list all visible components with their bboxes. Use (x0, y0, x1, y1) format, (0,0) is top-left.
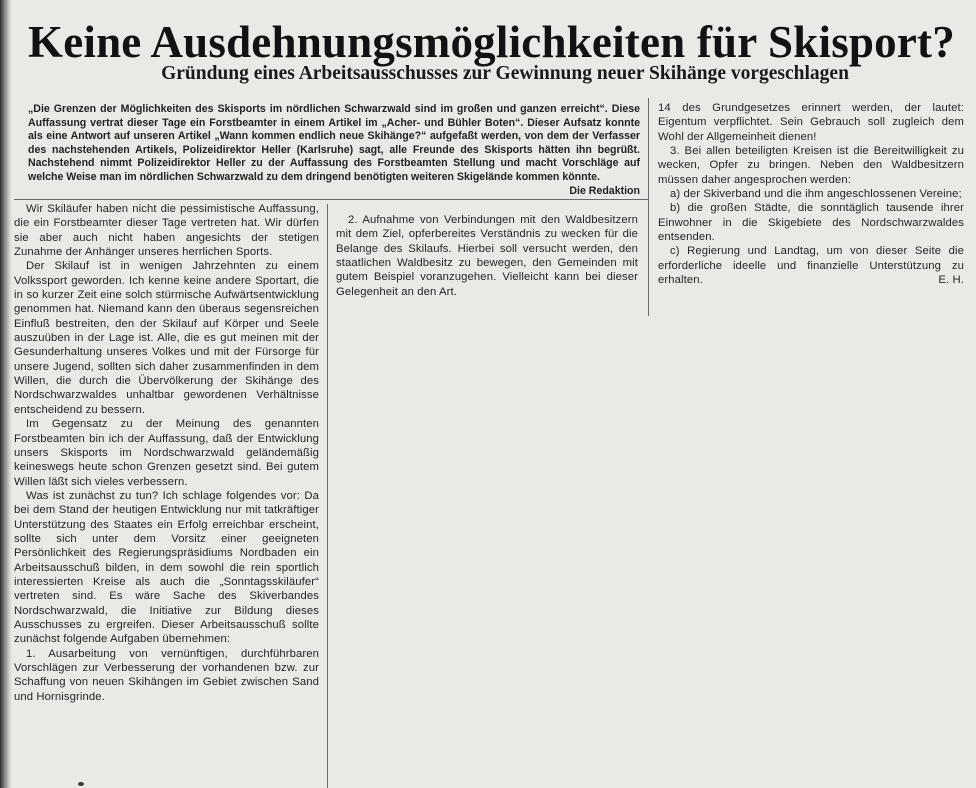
article-column-2 (336, 213, 638, 299)
intro-bottom-rule (14, 199, 648, 200)
intro-text: „Die Grenzen der Möglichkeiten des Skisports im nördlichen Schwarzwald sind im großen und ganzen erreicht“. Diese Auffassung vertrat dieser Tage ein Forstbeamter in einem Artikel im „Acher- und Bühler Boten“. Dieser Aufsatz konnte als eine Antwort auf unseren Artikel „Wann kommen endlich neue Skihänge?“ aufgefaßt werden, von dem der Verfasser des nachstehenden Artikels, Polizeidirektor Heller (Karlsruhe) sagt, alle Freunde des Skisports hätten ihn begrüßt. Nachstehend nimmt Polizeidirektor Heller zu der Auffassung des Forstbeamten Stellung und macht Vorschläge auf welche Weise man im nördlichen Schwarzwald zu dem dringend benötigten weiteren Skigelände kommen könnte. (28, 103, 640, 183)
column-rule-left (327, 204, 328, 788)
list-item-text: c) Regierung und Landtag, um von dieser Seite die erforderliche ideelle und finanzielle Unterstützung zu erhalten. (658, 245, 964, 287)
article-column-1 (14, 202, 319, 704)
article-list-item: 2. Aufnahme von Verbindungen mit den Waldbesitzern mit dem Ziel, opferbereites Verständnis zu wecken für die Belange des Skilaufs. Hierbei soll versucht werden, den staatlichen Waldbesitz zu bewegen, den Gemeinden mit gutem Beispiel voranzugehen. Vielleicht kann bei dieser Gelegenheit an den Art. (336, 214, 638, 298)
article-column-3 (658, 101, 964, 287)
scan-edge-shadow (0, 0, 12, 788)
intro-signature: Die Redaktion (569, 184, 640, 197)
article-list-item: a) der Skiverband und die ihm angeschlossenen Vereine; (670, 188, 962, 201)
headline: Keine Ausdehnungsmöglichkeiten für Skisport? (28, 17, 955, 67)
article-paragraph: Was ist zunächst zu tun? Ich schlage folgendes vor: Da bei dem Stand der heutigen Entwicklung nur mit tatkräftiger Unterstützung des Staates ein Erfolg erreichbar erscheint, sollte sich unter dem Vorsitz einer geeigneten Persönlichkeit des Regierungspräsidiums Nordbaden ein Arbeitsausschuß bilden, in dem sowohl die rein sportlich interessierten Kreise als auch die „Sonntagsskiläufer“ vertreten sind. Es wäre Sache des Skiverbandes Nordschwarzwald, die Initiative zur Bildung dieses Ausschusses zu ergreifen. Dieser Arbeitsausschuß sollte zunächst folgende Aufgaben übernehmen: (14, 489, 319, 646)
ink-speck (78, 782, 84, 786)
article-list-item (658, 244, 964, 287)
article-signature: E. H. (938, 274, 964, 287)
article-list-item: 3. Bei allen beteiligten Kreisen ist die Bereitwilligkeit zu wecken, Opfer zu bringen. Neben den Waldbesitzern müssen daher angesprochen werden: (658, 145, 964, 186)
article-list-item: b) die großen Städte, die sonntäglich tausende ihrer Einwohner in die Skigebiete des Nordschwarzwaldes entsenden. (658, 202, 964, 244)
subheadline: Gründung eines Arbeitsausschusses zur Gewinnung neuer Skihänge vorgeschlagen (161, 63, 849, 84)
article-paragraph: Im Gegensatz zu der Meinung des genannten Forstbeamten bin ich der Auffassung, daß der Entwicklung unsers Skisports im Nordschwarzwald geländemäßig keineswegs heute schon Grenzen gesetzt sind. Bei gutem Willen läßt sich vieles verbessern. (14, 418, 319, 488)
article-paragraph: 14 des Grundgesetzes erinnert werden, der lautet: Eigentum verpflichtet. Sein Gebrauch soll zugleich dem Wohl der Allgemeinheit dienen! (658, 102, 964, 143)
intro-paragraph (28, 103, 640, 198)
article-paragraph: Wir Skiläufer haben nicht die pessimistische Auffassung, die ein Forstbeamter dieser Tage vertreten hat. Wir dürfen sie aber auch nicht haben angesichts der stetigen Zunahme der Anhänger unseres herrlichen Sports. (14, 203, 319, 259)
article-list-item: 1. Ausarbeitung von vernünftigen, durchführbaren Vorschlägen zur Verbesserung der vorhandenen bzw. zur Schaffung von neuen Skihängen im Gebiet zwischen Sand und Hornisgrinde. (14, 647, 319, 703)
column-rule-right (648, 98, 649, 316)
article-paragraph: Der Skilauf ist in wenigen Jahrzehnten zu einem Volkssport geworden. Ich kenne keine andere Sportart, die in so kurzer Zeit eine solch stürmische Aufwärtsentwicklung genommen hat. Niemand kann den überaus segensreichen Einfluß bestreiten, den der Skilauf auf Körper und Seele auszuüben in der Lage ist. Alle, die es gut meinen mit der Gesunderhaltung unseres Volkes und mit der Fürsorge für unsere Jugend, sollten sich daher zusammenfinden in dem Willen, die durch die Übervölkerung der Skihänge des Nordschwarzwaldes unhaltbar gewordenen Verhältnisse entscheidend zu bessern. (14, 260, 319, 416)
